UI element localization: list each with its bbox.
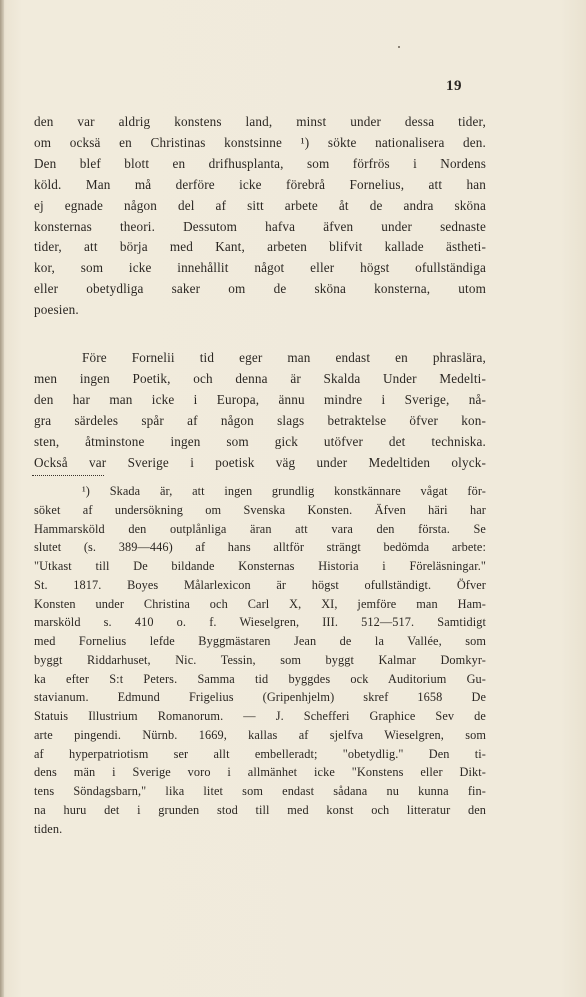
text-line: Den blef blott en drifhusplanta, som förfrös i Nordens: [34, 155, 486, 171]
paper-speck: [398, 46, 400, 48]
text-line: gra särdeles spår af någon slags betraktelse öfver kon-: [34, 412, 486, 428]
footnote-line: na huru det i grunden stod till med konst och litteratur den: [34, 802, 486, 817]
footnote-line: ¹) Skada är, att ingen grundlig konstkännare vågat för-: [82, 484, 486, 498]
footnote: [34, 482, 486, 838]
text-line: konsternas theori. Dessutom hafva äfven under sednaste: [34, 218, 486, 234]
footnote-line: tens Söndagsbarn," lika litet som endast sådana nu kunna fin-: [34, 784, 486, 798]
main-text: [34, 112, 486, 474]
footnote-line: af hyperpatriotism ser allt embelleradt; "obetydlig." Den ti-: [34, 746, 486, 761]
text-line: men ingen Poetik, och denna är Skalda Under Medelti-: [34, 370, 486, 386]
footnote-line: marsköld s. 410 o. f. Wieselgren, III. 512—517. Samtidigt: [34, 615, 486, 630]
footnote-line: söket af undersökning om Svenska Konsten. Äfven häri har: [34, 502, 486, 517]
text-line: ej egnade någon del af sitt arbete åt de andra sköna: [34, 197, 486, 213]
text-line: kor, som icke innehållit något eller högst ofullständiga: [34, 260, 486, 276]
footnote-line: St. 1817. Boyes Målarlexicon är högst ofullständigt. Öfver: [34, 577, 486, 592]
text-line: Också var Sverige i poetisk väg under Medeltiden olyck-: [34, 454, 486, 470]
page-number: 19: [446, 78, 462, 94]
footnote-line: Konsten under Christina och Carl X, XI, jemföre man Ham-: [34, 596, 486, 611]
footnote-line: med Fornelius lefde Byggmästaren Jean de la Vallée, som: [34, 634, 486, 648]
text-line: köld. Man må derföre icke förebrå Fornelius, att han: [34, 176, 486, 192]
footnote-line: stavianum. Edmund Frigelius (Gripenhjelm) skref 1658 De: [34, 690, 486, 705]
footnote-line: Statuis Illustrium Romanorum. — J. Schefferi Graphice Sev de: [34, 709, 486, 723]
text-line: om ocksä en Christinas konstsinne ¹) sökte nationalisera den.: [34, 134, 486, 150]
text-line: eller obetydliga saker om de sköna konsterna, utom: [34, 281, 486, 297]
footnote-line: byggt Riddarhuset, Nic. Tessin, som byggt Kalmar Domkyr-: [34, 652, 486, 667]
text-line: tider, att börja med Kant, arbeten blifvit kallade ästheti-: [34, 239, 486, 255]
text-line: poesien.: [34, 302, 79, 318]
paragraph-2: [34, 348, 486, 473]
text-line: sten, åtminstone ingen som gick utöfver det techniska.: [34, 433, 486, 449]
page-spine-shadow: [0, 0, 4, 997]
footnote-line: dens män i Sverige voro i allmänhet icke "Konstens eller Dikt-: [34, 765, 486, 780]
text-line: den var aldrig konstens land, minst under dessa tider,: [34, 114, 486, 129]
text-line: den har man icke i Europa, ännu mindre i Sverige, nå-: [34, 391, 486, 407]
footnote-line: tiden.: [34, 821, 63, 836]
footnote-line: slutet (s. 389—446) af hans alltför strängt bedömda arbete:: [34, 540, 486, 555]
footnote-line: "Utkast till De bildande Konsternas Historia i Föreläsningar.": [34, 559, 486, 573]
footnote-line: ka efter S:t Peters. Samma tid byggdes ock Auditorium Gu-: [34, 671, 486, 686]
footnote-divider: [32, 475, 104, 476]
footnote-line: Hammarsköld den outplånliga äran att vara den första. Se: [34, 521, 486, 536]
text-line: Före Fornelii tid eger man endast en phraslära,: [82, 350, 486, 366]
paragraph-1: [34, 112, 486, 321]
footnote-line: arte pingendi. Nürnb. 1669, kallas af sjelfva Wieselgren, som: [34, 727, 486, 742]
